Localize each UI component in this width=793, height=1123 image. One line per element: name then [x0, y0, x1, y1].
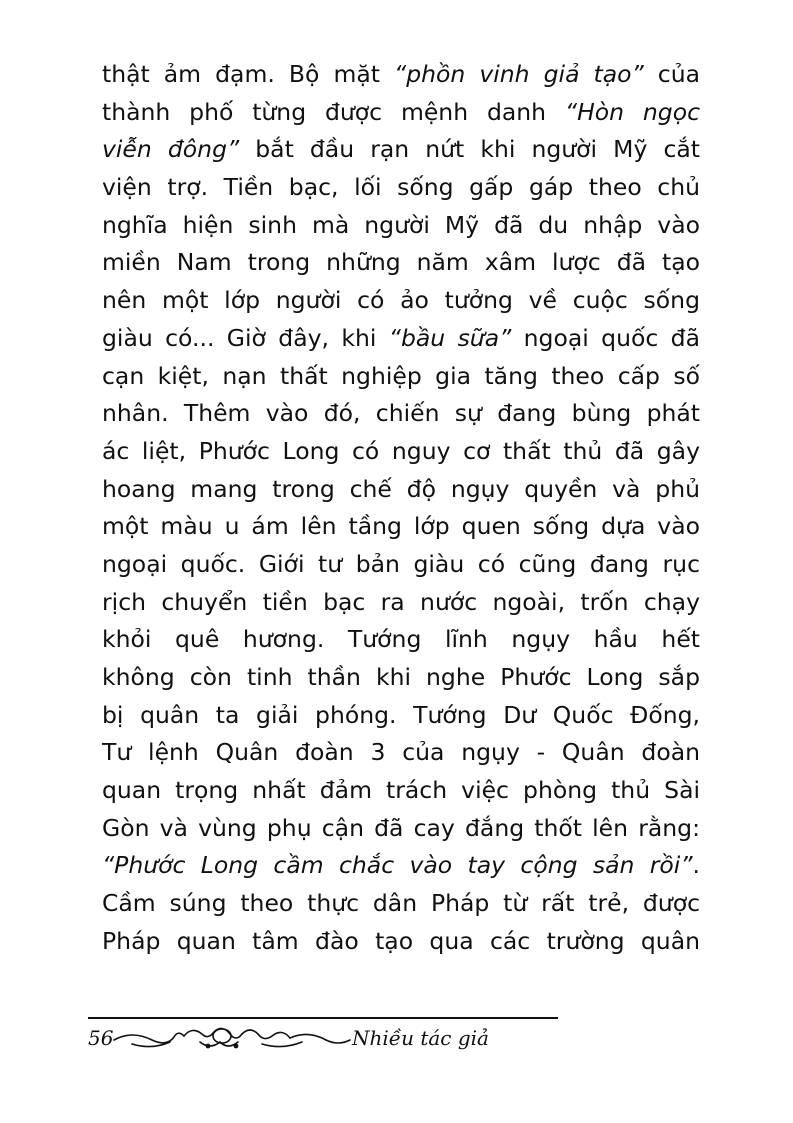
text-segment: của [643, 60, 700, 88]
text-segment: . [692, 851, 700, 880]
italic-quote: “phồn vinh giả tạo” [394, 60, 644, 88]
text-segment: ngoại quốc đã [511, 323, 700, 352]
page-number: 56 [88, 1026, 114, 1050]
text-line [102, 659, 700, 697]
text-segment: hoang mang trong chế độ ngụy quyền và phủ [102, 474, 700, 503]
text-line [102, 546, 700, 584]
text-line [102, 282, 700, 320]
footer-author-label: Nhiều tác giả [352, 1026, 489, 1050]
italic-quote: “Phước Long cầm chắc vào tay cộng sản rồi” [102, 851, 693, 880]
text-line [102, 131, 700, 169]
text-segment: quan trọng nhất đảm trách việc phòng thủ Sài [102, 776, 700, 805]
text-segment: viện trợ. Tiền bạc, lối sống gấp gáp theo chủ [102, 173, 700, 202]
text-line [102, 584, 700, 622]
text-line [102, 169, 700, 207]
text-line [102, 923, 700, 961]
text-segment: khỏi quê hương. Tướng lĩnh ngụy hầu hết [102, 625, 700, 654]
text-line [102, 885, 700, 923]
text-line [102, 94, 700, 132]
text-segment: thật ảm đạm. Bộ mặt [102, 60, 395, 88]
footer-divider [88, 1017, 558, 1019]
page-footer [88, 1012, 568, 1062]
text-line [102, 508, 700, 546]
body-text [102, 56, 700, 961]
text-line [102, 56, 700, 94]
italic-quote: “bầu sữa” [388, 323, 512, 352]
text-line [102, 734, 700, 772]
text-line [102, 320, 700, 358]
text-segment: Cầm súng theo thực dân Pháp từ rất trẻ, được [102, 889, 700, 918]
text-segment: bắt đầu rạn nứt khi người Mỹ cắt [239, 135, 700, 164]
text-segment: ác liệt, Phước Long có nguy cơ thất thủ đã gây [102, 436, 700, 465]
text-segment: nên một lớp người có ảo tưởng về cuộc sống [102, 286, 700, 315]
text-segment: bị quân ta giải phóng. Tướng Dư Quốc Đống, [102, 700, 700, 729]
text-segment: cạn kiệt, nạn thất nghiệp gia tăng theo cấp số [102, 361, 700, 390]
flourish-ornament-icon [112, 1022, 352, 1052]
text-segment: giàu có... Giờ đây, khi [102, 323, 389, 352]
text-segment: một màu u ám lên tầng lớp quen sống dựa vào [102, 512, 700, 541]
text-segment: thành phố từng được mệnh danh [102, 97, 565, 126]
text-segment: nghĩa hiện sinh mà người Mỹ đã du nhập vào [102, 210, 700, 239]
text-segment: miền Nam trong những năm xâm lược đã tạo [102, 248, 700, 277]
text-line [102, 207, 700, 245]
text-line [102, 395, 700, 433]
text-line [102, 433, 700, 471]
italic-quote: viễn đông” [102, 135, 240, 164]
italic-quote: “Hòn ngọc [564, 97, 701, 126]
text-line [102, 471, 700, 509]
text-line [102, 847, 700, 885]
text-segment: Pháp quan tâm đào tạo qua các trường quân [102, 926, 700, 955]
text-segment: không còn tinh thần khi nghe Phước Long sắp [102, 663, 700, 691]
text-segment: rịch chuyển tiền bạc ra nước ngoài, trốn chạy [102, 587, 700, 616]
text-line [102, 697, 700, 735]
text-line [102, 244, 700, 282]
text-line [102, 621, 700, 659]
text-line [102, 772, 700, 810]
text-line [102, 358, 700, 396]
text-segment: Tư lệnh Quân đoàn 3 của ngụy - Quân đoàn [102, 738, 700, 767]
text-segment: nhân. Thêm vào đó, chiến sự đang bùng phát [102, 399, 700, 428]
text-segment: Gòn và vùng phụ cận đã cay đắng thốt lên rằng: [102, 813, 700, 842]
text-line [102, 810, 700, 848]
text-segment: ngoại quốc. Giới tư bản giàu có cũng đang rục [102, 549, 700, 578]
